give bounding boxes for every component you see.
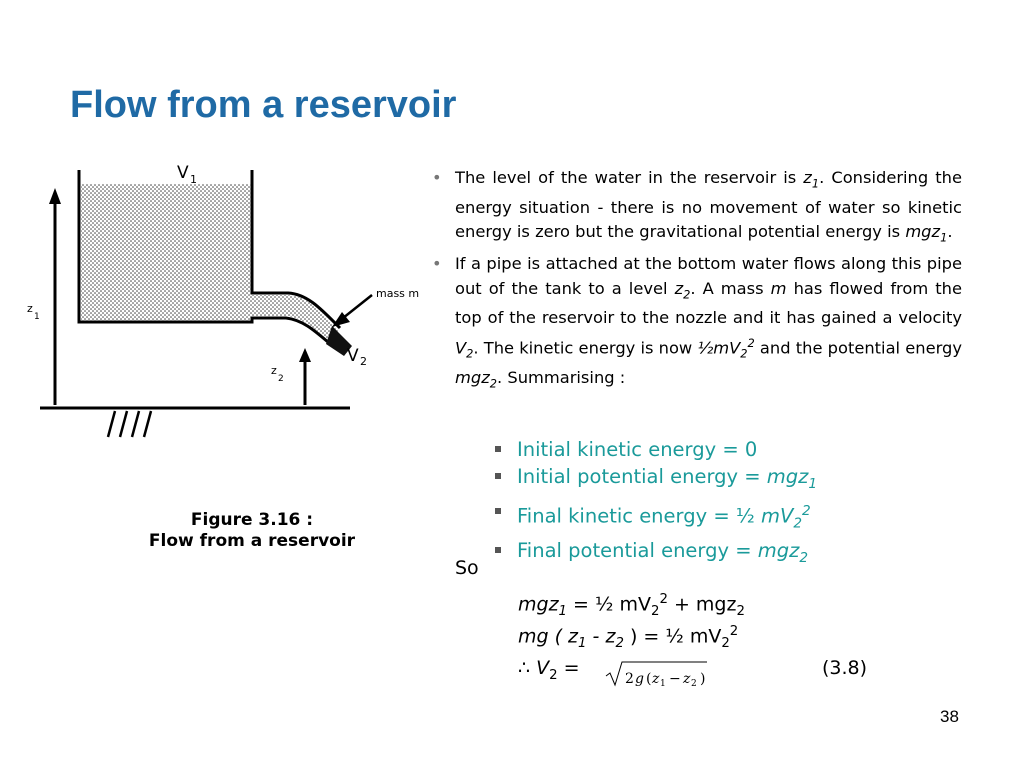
square-bullet-icon	[495, 547, 501, 553]
bullet-reservoir-level: • The level of the water in the reservoir is $z_1$. Considering the energy situation - there is no movement of water so kinetic energy is zero but the gravitational potential energy is mgz$_1$.	[432, 168, 962, 245]
z1-label: z	[27, 302, 33, 315]
reservoir-water	[81, 184, 251, 321]
svg-text:V 2: V 2	[347, 346, 367, 368]
ground-hatch	[108, 411, 151, 437]
final-kinetic-energy: Final kinetic energy = ½ $mV_2^2$	[495, 498, 817, 537]
reservoir-diagram	[20, 150, 420, 450]
z2-label: z	[271, 364, 277, 377]
final-potential-energy: Final potential energy = mgz$_2$	[495, 537, 817, 572]
square-bullet-icon	[495, 508, 501, 514]
bullet-dot-icon: •	[432, 254, 442, 273]
bullet-list	[432, 166, 962, 396]
v2-label: V	[347, 346, 359, 366]
square-root-expression	[605, 659, 709, 689]
v1-label: V	[177, 163, 189, 183]
equation-velocity: ∴ $V_2$ =	[518, 657, 580, 683]
initial-potential-energy: Initial potential energy = mgz$_1$	[495, 463, 817, 498]
svg-text:z 1: z 1	[27, 302, 40, 322]
so-label: So	[455, 557, 479, 579]
slide-title: Flow from a reservoir	[70, 84, 457, 126]
svg-text:z 2: z 2	[271, 364, 284, 384]
bullet-dot-icon: •	[432, 168, 442, 187]
mass-label: mass m	[376, 287, 420, 300]
figure-caption: Figure 3.16 : Flow from a reservoir	[148, 510, 356, 551]
equation-rearranged: mg ( $z_1 - z_2$ ) = ½ $mV_2^2$	[518, 624, 739, 652]
square-bullet-icon	[495, 446, 501, 452]
svg-text:2 g ( z 1: 2 g ( z 1 − z 2 )	[625, 671, 706, 689]
equation-energy-balance: mgz$_1$ = ½ $mV_2^2 + mgz_2$	[518, 592, 745, 620]
initial-kinetic-energy: Initial kinetic energy = 0	[495, 436, 817, 463]
square-bullet-icon	[495, 473, 501, 479]
energy-summary-list	[495, 436, 817, 572]
equation-number: (3.8)	[822, 657, 868, 679]
bullet-pipe-flow: • If a pipe is attached at the bottom water flows along this pipe out of the tank to a level $z_2$. A mass m has flowed from the top of the reservoir to the nozzle and it has gained a velocity $V_2$. The kinetic energy is now $\frac{1}{2}mV_2^2$ and the potential energy mgz$_2$. Summarising :	[432, 254, 962, 391]
page-number: 38	[940, 707, 959, 726]
svg-text:V 1: V 1	[177, 163, 197, 186]
therefore-symbol: ∴	[518, 657, 531, 679]
